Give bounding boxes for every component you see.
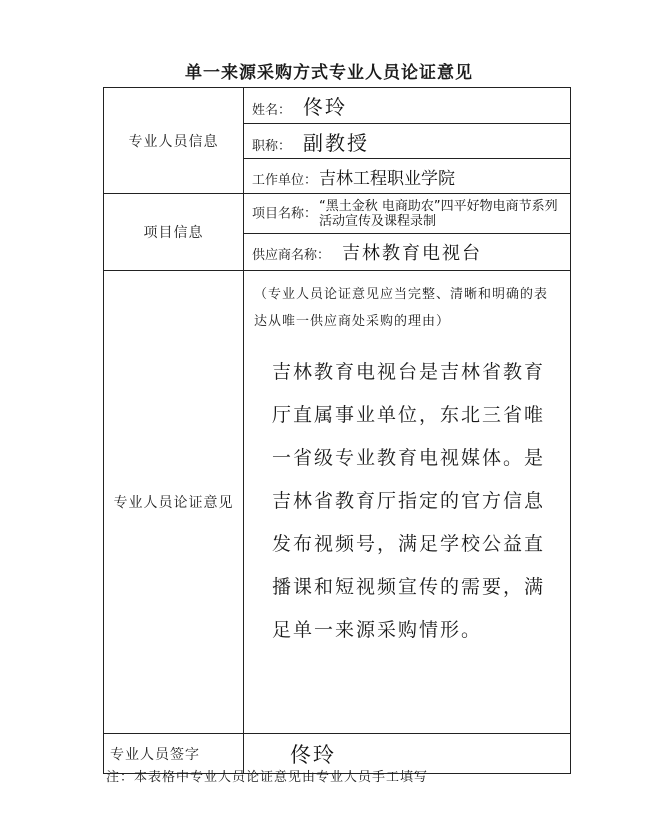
opinion-instruction: （专业人员论证意见应当完整、清晰和明确的表达从唯一供应商处采购的理由） bbox=[254, 287, 549, 329]
title-label: 职称： bbox=[252, 138, 292, 154]
project-name-row bbox=[244, 194, 571, 234]
supplier-value: 吉林教育电视台 bbox=[342, 243, 483, 264]
supplier-label: 供应商名称： bbox=[252, 248, 331, 263]
opinion-cell bbox=[244, 271, 571, 734]
form-title: 单一来源采购方式专业人员论证意见 bbox=[185, 63, 473, 83]
project-name-value: “黑土金秋 电商助农”四平好物电商节系列活动宣传及课程录制 bbox=[319, 198, 558, 229]
opinion-label: 专业人员论证意见 bbox=[104, 271, 244, 734]
project-name-label: 项目名称： bbox=[252, 206, 318, 221]
name-value: 佟玲 bbox=[303, 95, 348, 119]
title-row bbox=[244, 124, 571, 159]
opinion-handwritten-text: 吉林教育电视台是吉林省教育厅直属事业单位，东北三省唯一省级专业教育电视媒体。是吉林省教育厅指定的官方信息发布视频号，满足学校公益直播课和短视频宣传的需要，满足单一来源采购情形。 bbox=[272, 361, 546, 641]
name-row bbox=[244, 88, 571, 124]
name-label: 姓名： bbox=[252, 103, 292, 118]
unit-row bbox=[244, 159, 571, 194]
project-info-label: 项目信息 bbox=[104, 194, 244, 271]
expert-info-label: 专业人员信息 bbox=[104, 88, 244, 194]
supplier-row bbox=[244, 234, 571, 271]
signature-value: 佟玲 bbox=[290, 742, 336, 767]
signature-label: 专业人员签字 bbox=[104, 734, 244, 774]
argument-form-table bbox=[103, 87, 571, 774]
unit-value: 吉林工程职业学院 bbox=[319, 168, 456, 189]
footnote: 注：本表格中专业人员论证意见由专业人员手工填写 bbox=[106, 770, 429, 785]
unit-label: 工作单位： bbox=[252, 172, 318, 188]
title-value: 副教授 bbox=[303, 130, 370, 155]
